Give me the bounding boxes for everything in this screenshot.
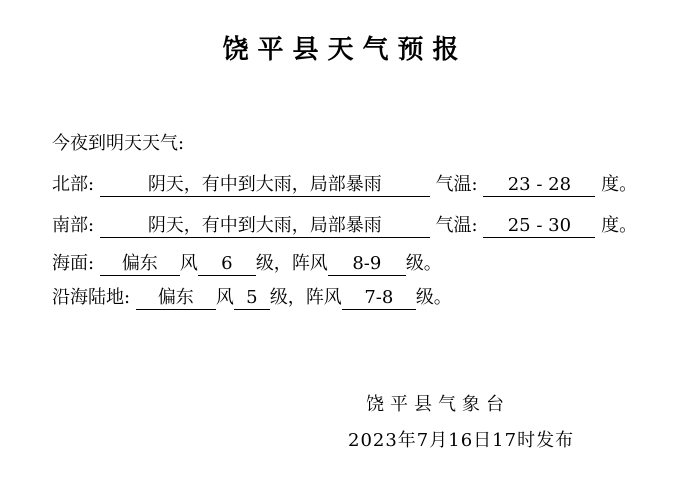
- north-weather-value: 阴天，有中到大雨，局部暴雨: [100, 174, 430, 197]
- south-temp-label: 气温:: [435, 215, 478, 236]
- coast-gust-word: 阵风: [305, 287, 342, 308]
- south-weather-value: 阴天，有中到大雨，局部暴雨: [100, 215, 430, 238]
- sea-wind-direction: 偏东: [100, 253, 180, 276]
- coast-forecast-line: [52, 285, 452, 311]
- coast-gust-level: 7-8: [342, 287, 416, 310]
- north-temp-value: 23 - 28: [483, 174, 595, 197]
- issue-timestamp: 2023年7月16日17时发布: [348, 430, 575, 451]
- north-temp-unit: 度。: [601, 174, 638, 195]
- south-forecast-line: [52, 213, 637, 239]
- north-temp-label: 气温:: [435, 174, 478, 195]
- sea-gust-level: 8-9: [328, 253, 406, 276]
- south-temp-value: 25 - 30: [483, 215, 595, 238]
- coast-gust-unit: 级。: [415, 287, 452, 308]
- south-label: 南部:: [52, 215, 95, 236]
- sea-forecast-line: [52, 251, 442, 277]
- north-label: 北部:: [52, 174, 95, 195]
- south-temp-unit: 度。: [601, 215, 638, 236]
- sea-gust-unit: 级。: [405, 253, 442, 274]
- coast-label: 沿海陆地:: [52, 287, 131, 308]
- coast-level-unit: 级，: [269, 287, 306, 308]
- sea-wind-word: 风: [179, 253, 198, 274]
- sea-level-unit: 级，: [255, 253, 292, 274]
- north-forecast-line: [52, 172, 637, 198]
- coast-wind-level: 5: [234, 287, 270, 310]
- sea-label: 海面:: [52, 253, 95, 274]
- sea-gust-word: 阵风: [291, 253, 328, 274]
- intro-line: 今夜到明天天气:: [52, 133, 185, 154]
- issuing-office: 饶平县气象台: [366, 394, 510, 415]
- coast-wind-word: 风: [215, 287, 234, 308]
- page-title: 饶平县天气预报: [222, 35, 468, 65]
- coast-wind-direction: 偏东: [136, 287, 216, 310]
- sea-wind-level: 6: [198, 253, 256, 276]
